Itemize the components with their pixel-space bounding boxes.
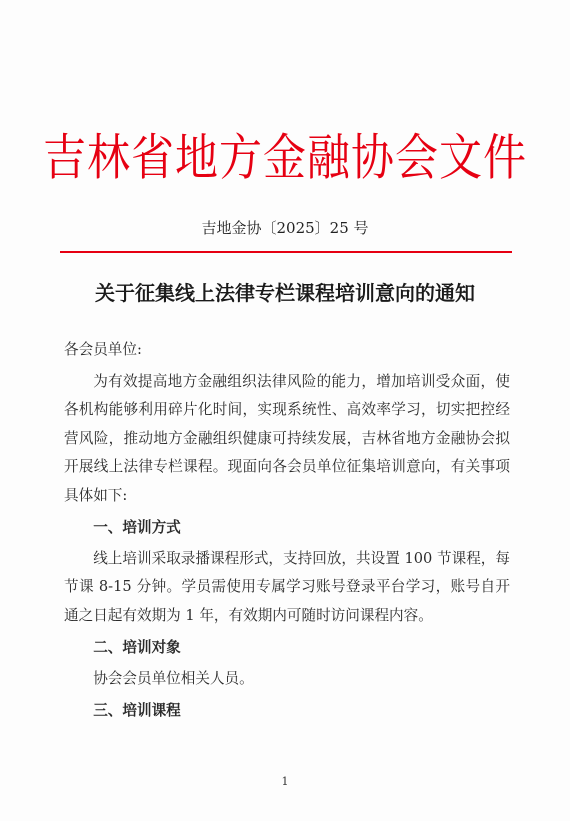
document-number: 吉地金协〔2025〕25 号 <box>201 219 369 237</box>
page-number: 1 <box>281 775 289 788</box>
section-heading-training-courses: 三、培训课程 <box>93 702 181 719</box>
notice-title: 关于征集线上法律专栏课程培训意向的通知 <box>95 281 475 305</box>
red-divider-line <box>60 251 512 253</box>
org-header-title: 吉林省地方金融协会文件 <box>43 129 527 188</box>
salutation: 各会员单位: <box>64 341 142 358</box>
intro-paragraph: 为有效提高地方金融组织法律风险的能力，增加培训受众面，使各机构能够利用碎片化时间，实现系统性、高效率学习，切实把控经营风险，推动地方金融组织健康可持续发展，吉林省地方金融协会拟开展线上法律专栏课程。现面向各会员单位征集培训意向，有关事项具体如下: <box>64 372 510 504</box>
section-heading-training-method: 一、培训方式 <box>93 519 181 536</box>
section-body-training-method: 线上培训采取录播课程形式，支持回放，共设置 100 节课程，每节课 8-15 分钟。学员需使用专属学习账号登录平台学习，账号自开通之日起有效期为 1 年，有效期内可随时访问课程内容。 <box>64 549 510 624</box>
section-body-training-target: 协会会员单位相关人员。 <box>93 669 254 687</box>
section-heading-training-target: 二、培训对象 <box>93 639 181 656</box>
document-body <box>64 336 510 728</box>
